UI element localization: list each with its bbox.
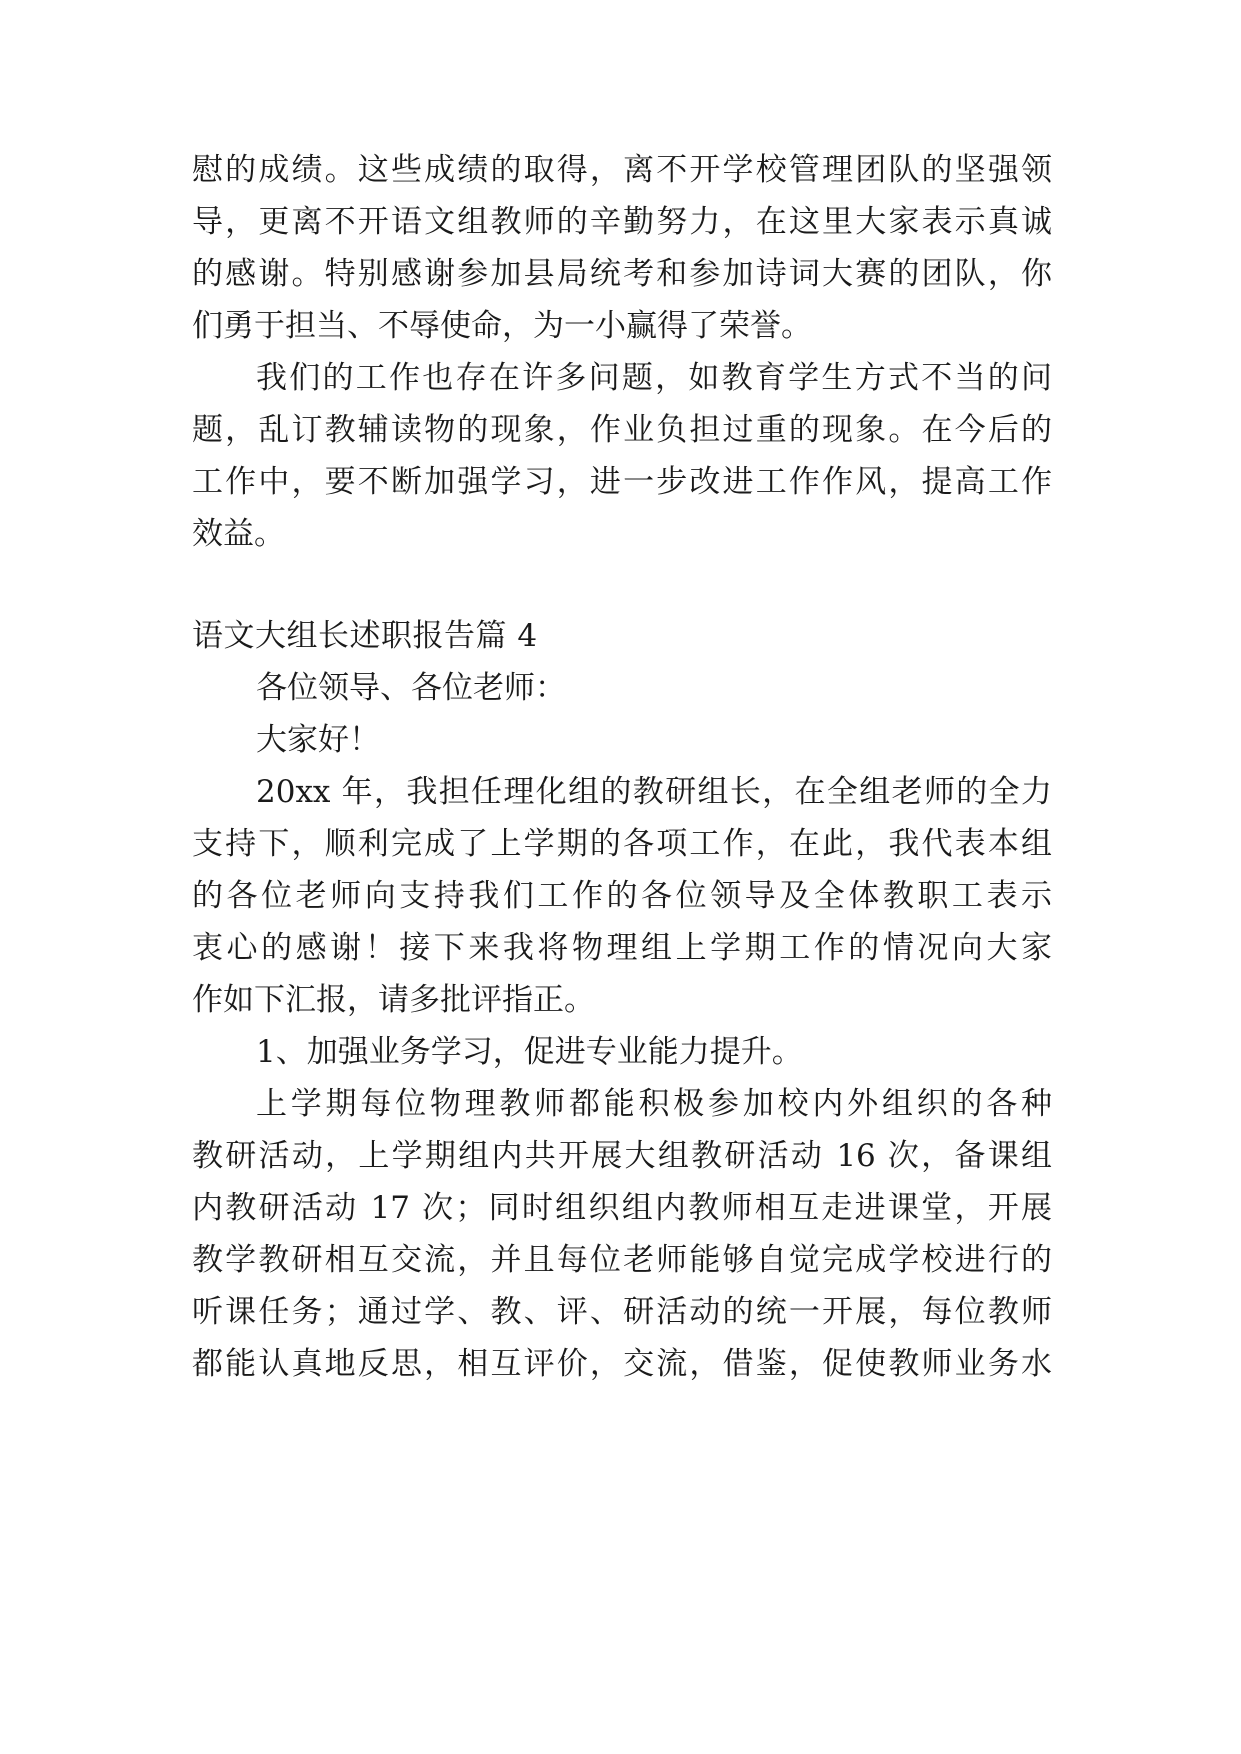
document-page: 慰的成绩。这些成绩的取得，离不开学校管理团队的坚强领 导，更离不开语文组教师的辛勤努力，在这里大家表示真诚 的感谢。特别感谢参加县局统考和参加诗词大赛的团队，你 们勇于担当、不辱使命，为一小赢得了荣誉。 我们的工作也存在许多问题，如教育学生方式不当的问 题，乱订教辅读物的现象，作业负担过重的现象。在今后的 工作中，要不断加强学习，进一步改进工作作风，提高工作 效益。 语文大组长述职报告篇 4 各位领导、各位老师： 大家好！ 20xx 年，我担任理化组的教研组长，在全组老师的全力 支持下，顺利完成了上学期的各项工作，在此，我代表本组 的各位老师向支持我们工作的各位领导及全体教职工表示 衷心的感谢！接下来我将物理组上学期工作的情况向大家 作如下汇报，请多批评指正。 1、加强业务学习，促进专业能力提升。 上学期每位物理教师都能积极参加校内外组织的各种 教研活动，上学期组内共开展大组教研活动 16 次，备课组 内教研活动 17 次；同时组织组内教师相互走进课堂，开展 教学教研相互交流，并且每位老师能够自觉完成学校进行的 听课任务；通过学、教、评、研活动的统一开展，每位教师 都能认真地反思，相互评价，交流，借鉴，促使教师业务水	[0, 0, 1241, 1754]
